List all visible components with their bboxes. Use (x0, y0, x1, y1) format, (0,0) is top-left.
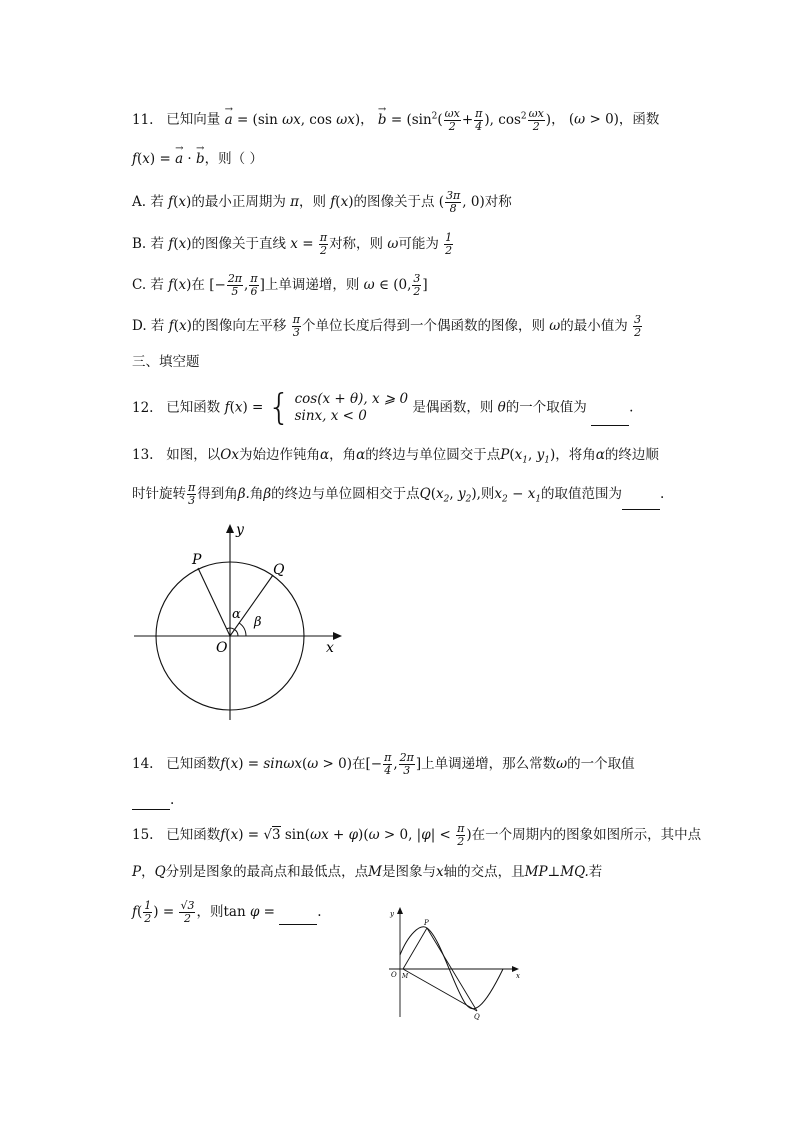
segment-PQ (427, 928, 477, 1011)
label-alpha: α (232, 607, 241, 622)
q15-line2: P，Q分别是图象的最高点和最低点，点M是图象与x轴的交点，且MP⊥MQ.若 (132, 864, 603, 880)
q11-option-c: C. 若 f(x)在 [− $\frac{2\pi}{5}$ , $\frac{\pi}{6}$ ]上单调递增，则 ω ∈ (0, $\frac{3}{2}$ ] (132, 272, 428, 298)
q11-option-a: A. 若 f(x)的最小正周期为 π，则 f(x)的图像关于点 ( $\frac{3\pi}{8}$ , 0)对称 (132, 189, 512, 215)
label-beta: β (254, 615, 262, 630)
f-definition: f(x) = → a · → b (132, 151, 205, 167)
terminal-side-beta (230, 575, 273, 636)
beta-arc (239, 623, 246, 636)
q13-line1: 13. 如图，以Ox为始边作钝角α，角α的终边与单位圆交于点$P(x_1$, $y_1$)，将角α的终边顺 (132, 447, 659, 466)
q12-line: 12. 已知函数 f(x) = { cos(x + θ), x ⩾ 0 sinx, x < 0 是偶函数，则 θ的一个取值为 . (132, 387, 634, 428)
omega-condition: (ω > 0) (568, 111, 619, 128)
q12-answer-blank[interactable] (591, 411, 629, 426)
x-axis-arrow (333, 632, 342, 640)
q15-answer-blank[interactable] (279, 910, 317, 925)
q14-answer-blank[interactable] (132, 795, 170, 810)
label-M: M (402, 973, 409, 980)
segment-MP (403, 928, 427, 969)
q11-number: 11. (132, 111, 154, 128)
label-P: P (192, 552, 202, 568)
vector-a: → a = (sin ωx, cos ωx) (225, 112, 361, 128)
label-y: y (236, 522, 244, 538)
q15-line3: f( $\frac{1}{2}$ ) = $\frac{√3}{2}$ ，则tan φ = . (132, 899, 322, 925)
q14-answer-line: . (132, 790, 174, 810)
q15-line1: 15. 已知函数f(x) = √3 sin(ωx + φ)(ω > 0, |φ| < $\frac{\pi}{2}$ )在一个周期内的图象如图所示，其中点 (132, 822, 702, 848)
label-x: x (326, 640, 334, 656)
q11-option-d: D. 若 f(x)的图像向左平移 $\frac{\pi}{3}$ 个单位长度后得到一个偶函数的图像，则 ω的最小值为 $\frac{3}{2}$ (132, 313, 642, 339)
label-y: y (390, 910, 394, 918)
q14-line: 14. 已知函数f(x) = sinωx(ω > 0)在[− $\frac{\pi}{4}$ , $\frac{2\pi}{3}$ ]上单调递增，那么常数ω的一个取值 (132, 751, 635, 777)
terminal-side-alpha (198, 568, 230, 636)
unit-circle-figure (130, 520, 355, 725)
label-P: P (424, 919, 429, 927)
label-Q: Q (273, 562, 285, 578)
q11-line1: 11. 已知向量 → a = (sin ωx, cos ωx)， → $b = (\sin^2$( $\frac{\omega x}{2}$ + $\frac{\pi}{4}$ ), $\cos^2$ $\frac{\omega x}{2}$ )， (ω > 0)，函数 (132, 106, 659, 133)
y-axis-arrow (397, 907, 403, 914)
q13-answer-blank[interactable] (622, 495, 660, 510)
label-O: O (391, 971, 397, 979)
sine-graph-figure (385, 905, 530, 1020)
y-axis-arrow (226, 524, 234, 533)
label-x: x (516, 972, 520, 980)
label-O: O (216, 640, 228, 656)
vector-b: → $b = (\sin^2$( $\frac{\omega x}{2}$ + $\frac{\pi}{4}$ ), $\cos^2$ $\frac{\omega x}{2}$ ) (378, 112, 551, 128)
section-title: 三、填空题 (132, 354, 200, 370)
q11-option-b: B. 若 f(x)的图像关于直线 x = $\frac{\pi}{2}$ 对称，则 ω可能为 $\frac{1}{2}$ (132, 231, 453, 257)
segment-MQ (403, 969, 477, 1011)
q11-line2: f(x) = → a · → b，则（ ） (132, 149, 263, 169)
q13-line2: 时针旋转 $\frac{\pi}{3}$ 得到角β.角β的终边与单位圆相交于点$Q(x_2$, $y_2$),则$x_2 - x_1$的取值范围为 . (132, 482, 664, 510)
label-Q: Q (474, 1013, 480, 1020)
